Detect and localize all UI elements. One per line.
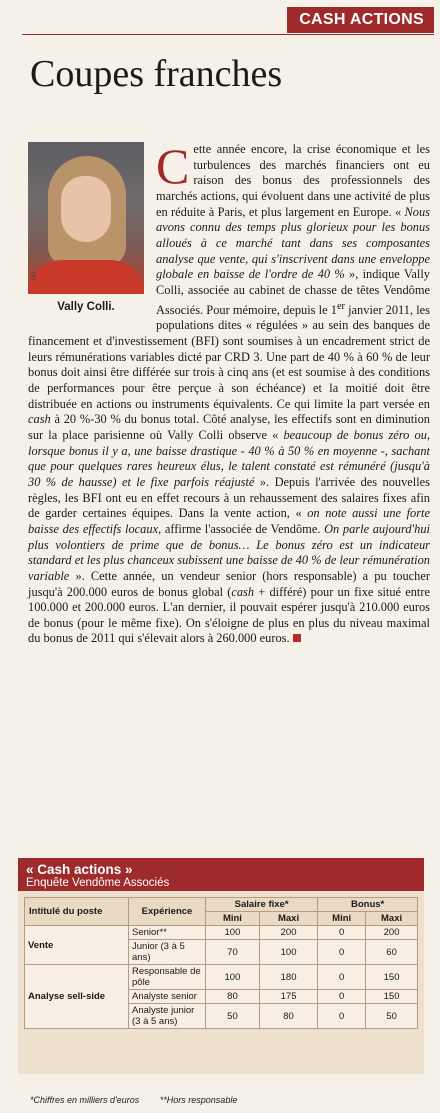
value-cell: 200 [259,926,317,940]
value-cell: 175 [259,990,317,1004]
experience-cell: Analyste senior [129,990,206,1004]
value-cell: 0 [318,1004,366,1029]
value-cell: 0 [318,926,366,940]
footnote-senior: **Hors responsable [159,1095,238,1105]
col-header-bonus: Bonus* [318,898,418,912]
section-banner: CASH ACTIONS [287,7,434,33]
photo-credit: DR [32,271,38,280]
table-footnotes [30,1095,255,1105]
value-cell: 80 [259,1004,317,1029]
drop-cap: C [156,138,190,194]
photo-caption: Vally Colli. [57,301,115,313]
table-row [25,965,418,990]
value-cell: 80 [206,990,260,1004]
table-title: « Cash actions » [26,862,133,877]
col-header-salaire: Salaire fixe* [206,898,318,912]
survey-table-box [18,858,424,1074]
col-header-maxi: Maxi [259,912,317,926]
col-header-maxi: Maxi [366,912,418,926]
value-cell: 50 [366,1004,418,1029]
value-cell: 50 [206,1004,260,1029]
table-row [25,926,418,940]
value-cell: 0 [318,965,366,990]
article-body [28,138,431,647]
col-header-experience: Expérience [129,898,206,926]
table-header [18,858,424,891]
article-text: Cette année encore, la crise économique et les turbulences des marchés financiers ont eu raison des bonus des professionnels des marchés actions, qui évoluent dans une activité de plus en réduite à Paris, et plus largement en Europe. « Nous avons connu des temps plus glorieux pour les bonus alloués à ce marché tant dans ses composantes analyse que vente, qui s'inscrivent dans une enveloppe globale en baisse de l'ordre de 40 % », indique Vally Colli, associée au cabinet de chasse de têtes Vendôme Associés. Pour mémoire, depuis le 1er janvier 2011, les populations dites « régulées » au sein des banques de financement et d'investissement (BFI) sont soumises à un encadrement strict de leurs rémunérations variables dicté par CRD 3. Une part de 40 % à 60 % de leur bonus doit ainsi être différée sur trois à cinq ans (et est soumise à des conditions de performances pour être perçue à son échéance) et la moitié doit être distribuée en actions ou instruments équivalents. Ce qui limite la part versée en cash à 20 %-30 % du bonus total. Côté analyse, les effectifs sont en diminution sur la place parisienne où Vally Colli observe « beaucoup de bonus zéro ou, lorsque bonus il y a, une baisse drastique - 40 % à 50 % en moyenne -, sachant que pour quelques rares heureux élus, le talent constaté est rémunéré (jusqu'à 30 % de hausse) et le fixe parfois réajusté ». Depuis l'arrivée des nouvelles règles, les BFI ont eu en effet recours à un rehaussement des salaires fixes afin de garder certaines équipes. Dans la vente action, « on note aussi une forte baisse des effectifs locaux, affirme l'associée de Vendôme. On parle aujourd'hui plus volontiers de prime que de bonus… Le bonus zéro est un indicateur standard et les plus chanceux subissent une baisse de 40 % de leur rémunération variable ». Cette année, un vendeur senior (hors responsable) a pu toucher jusqu'à 200.000 euros de bonus global (cash + différé) pour un fixe situé entre 100.000 et 200.000 euros. L'an dernier, il pouvait espérer jusqu'à 210.000 euros de bonus (pour le même fixe). On s'éloigne de plus en plus du niveau maximal du bonus de 2011 qui s'élevait alors à 260.000 euros. [28,138,431,646]
table-subtitle: Enquête Vendôme Associés [26,877,170,889]
salary-table [24,897,418,1029]
end-mark [293,634,301,642]
value-cell: 0 [318,990,366,1004]
value-cell: 70 [206,940,260,965]
value-cell: 200 [366,926,418,940]
value-cell: 100 [206,926,260,940]
value-cell: 0 [318,940,366,965]
col-header-poste: Intitulé du poste [25,898,129,926]
value-cell: 60 [366,940,418,965]
value-cell: 100 [259,940,317,965]
row-group-label: Analyse sell-side [25,965,129,1029]
col-header-mini: Mini [318,912,366,926]
value-cell: 100 [206,965,260,990]
col-header-mini: Mini [206,912,260,926]
row-group-label: Vente [25,926,129,965]
value-cell: 150 [366,965,418,990]
experience-cell: Analyste junior (3 à 5 ans) [129,1004,206,1029]
value-cell: 180 [259,965,317,990]
article-title: Coupes franches [30,53,283,95]
footnote-units: *Chiffres en milliers d'euros [30,1095,140,1105]
section-rule [22,34,434,35]
experience-cell: Senior** [129,926,206,940]
portrait-figure [22,142,150,316]
value-cell: 150 [366,990,418,1004]
experience-cell: Junior (3 à 5 ans) [129,940,206,965]
experience-cell: Responsable de pôle [129,965,206,990]
portrait-photo [28,142,144,294]
